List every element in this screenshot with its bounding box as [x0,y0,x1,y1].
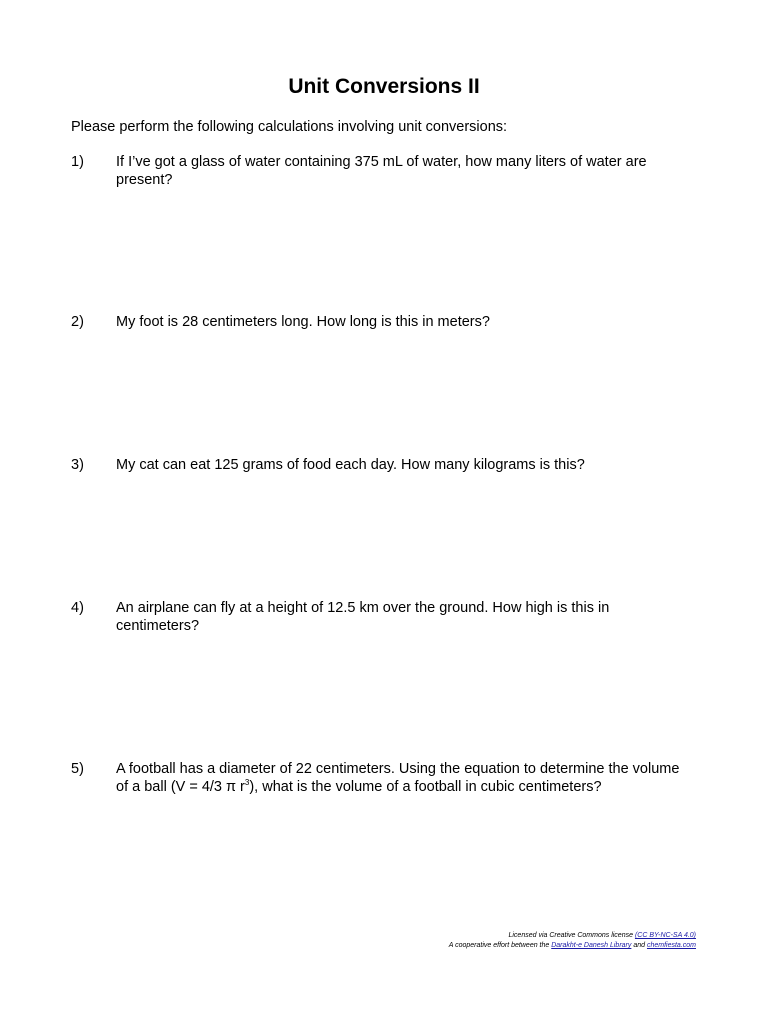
question-text: An airplane can fly at a height of 12.5 km over the ground. How high is this in centimeters? [116,600,610,634]
question-number: 4) [71,600,84,616]
license-text: Licensed via Creative Commons license [508,932,635,939]
license-footer [449,931,696,951]
question-item [71,313,691,331]
question-item [71,599,691,635]
question-text: My cat can eat 125 grams of food each day. How many kilograms is this? [116,457,585,473]
question-text: If I’ve got a glass of water containing 375 mL of water, how many liters of water are present? [116,154,647,188]
page-title: Unit Conversions II [288,75,480,98]
library-link[interactable]: Darakht-e Danesh Library [551,942,632,949]
license-link[interactable]: (CC BY-NC-SA 4.0) [634,932,696,939]
question-text: My foot is 28 centimeters long. How long is this in meters? [116,314,490,330]
question-number: 5) [71,761,84,777]
instructions-text: Please perform the following calculations involving unit conversions: [71,119,508,135]
question-number: 1) [71,154,84,170]
question-number: 3) [71,457,84,473]
question-item [71,153,691,189]
credit-and-text: and [631,942,647,949]
question-item [71,456,691,474]
question-text-part: ), what is the volume of a football in cubic centimeters? [249,779,602,795]
credit-text: A cooperative effort between the [448,942,552,949]
question-number: 2) [71,314,84,330]
license-line [449,931,696,941]
site-link[interactable]: chemfiesta.com [646,942,696,949]
question-text [116,760,686,796]
exponent: 3 [244,778,250,787]
question-text-part: A football has a diameter of 22 centimeters. Using the equation to determine the volume of a ball (V = 4/3 π r [116,761,680,795]
question-item [71,760,691,796]
credit-line [449,941,696,951]
